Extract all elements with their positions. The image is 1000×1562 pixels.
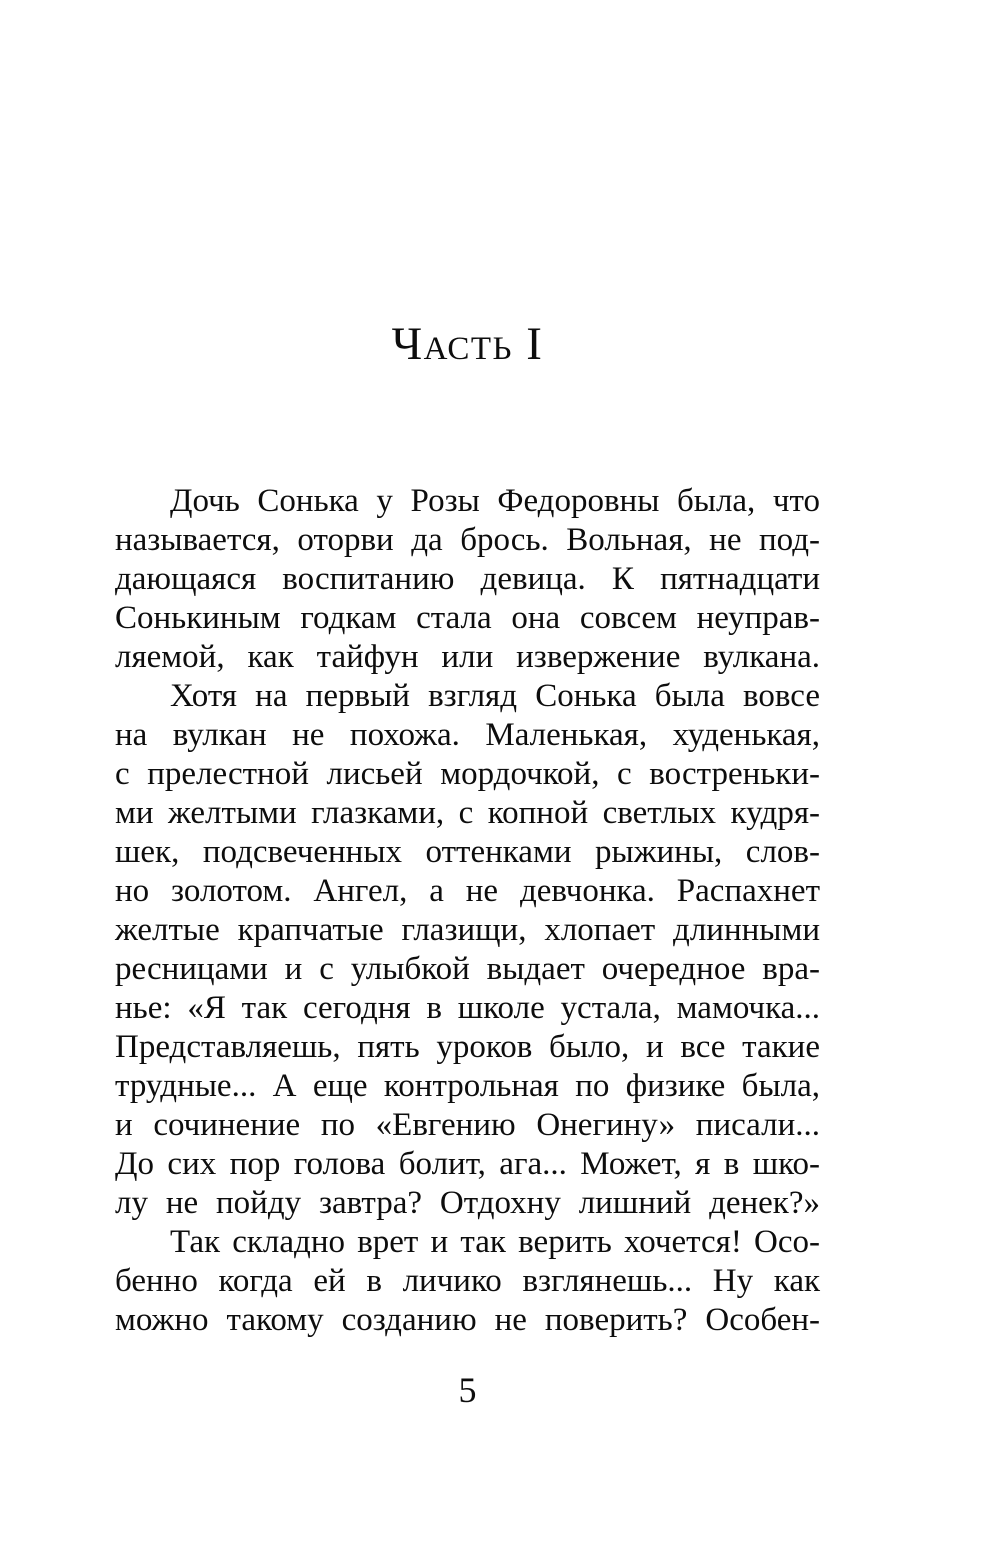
text-line: трудные... А еще контрольная по физике была, bbox=[115, 1068, 820, 1104]
page-number: 5 bbox=[458, 1370, 477, 1410]
text-line: дающаяся воспитанию девица. К пятнадцати bbox=[115, 561, 820, 597]
text-line: бенно когда ей в личико взглянешь... Ну как bbox=[115, 1263, 820, 1299]
text-line: лу не пойду завтра? Отдохну лишний денек?» bbox=[115, 1185, 820, 1221]
text-line: Дочь Сонька у Розы Федоровны была, что bbox=[170, 483, 820, 519]
text-line: и сочинение по «Евгению Онегину» писали... bbox=[115, 1107, 820, 1143]
text-line: желтые крапчатые глазищи, хлопает длинными bbox=[115, 912, 820, 948]
text-line: с прелестной лисьей мордочкой, с востреньки- bbox=[115, 756, 820, 792]
text-line: на вулкан не похожа. Маленькая, худенькая, bbox=[115, 717, 820, 753]
text-line: ляемой, как тайфун или извержение вулкана. bbox=[115, 639, 820, 675]
paragraph bbox=[115, 482, 820, 677]
text-line: шек, подсвеченных оттенками рыжины, слов- bbox=[115, 834, 820, 870]
text-line: нье: «Я так сегодня в школе устала, мамочка... bbox=[115, 990, 820, 1026]
paragraph bbox=[115, 1223, 820, 1340]
chapter-heading: Часть I bbox=[391, 318, 544, 370]
text-line: ресницами и с улыбкой выдает очередное вра- bbox=[115, 951, 820, 987]
text-line: но золотом. Ангел, а не девчонка. Распахнет bbox=[115, 873, 820, 909]
text-line: называется, оторви да брось. Вольная, не под- bbox=[115, 522, 820, 558]
text-line: До сих пор голова болит, ага... Может, я в шко- bbox=[115, 1146, 820, 1182]
body-text bbox=[115, 482, 820, 1340]
text-line: Сонькиным годкам стала она совсем неуправ- bbox=[115, 600, 820, 636]
text-line: Представляешь, пять уроков было, и все такие bbox=[115, 1029, 820, 1065]
text-line: Так складно врет и так верить хочется! Осо- bbox=[170, 1224, 820, 1260]
text-line: можно такому созданию не поверить? Особен- bbox=[115, 1302, 820, 1338]
text-line: ми желтыми глазками, с копной светлых кудря- bbox=[115, 795, 820, 831]
text-line: Хотя на первый взгляд Сонька была вовсе bbox=[170, 678, 820, 714]
paragraph bbox=[115, 677, 820, 1223]
